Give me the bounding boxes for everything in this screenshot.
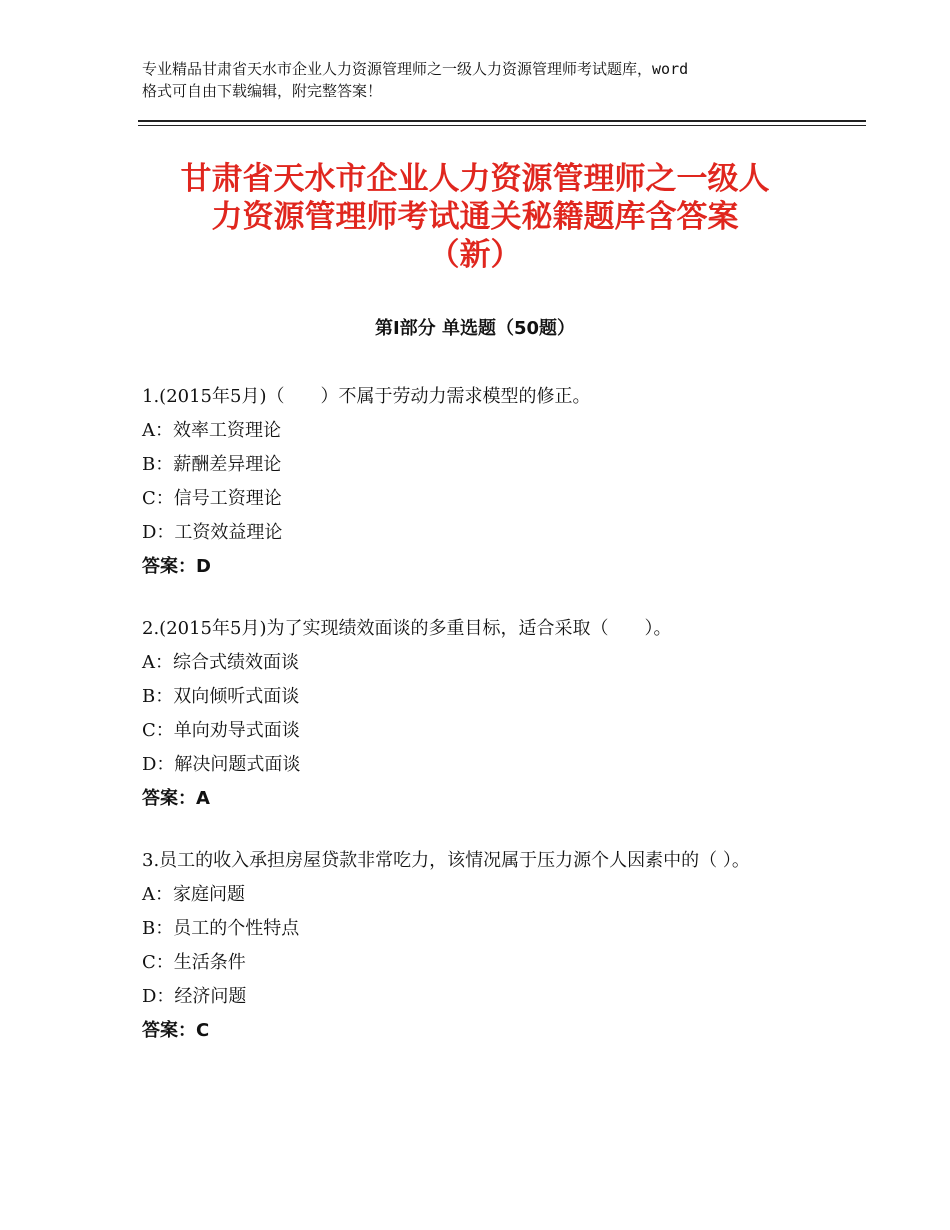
- option-d: D：解决问题式面谈: [142, 754, 301, 775]
- question-3: [142, 844, 842, 1048]
- option-d: D：经济问题: [142, 986, 247, 1007]
- question-1: [142, 380, 842, 584]
- answer-label: 答案：C: [142, 1020, 210, 1041]
- question-stem: 1.(2015年5月)（ ）不属于劳动力需求模型的修正。: [142, 386, 591, 407]
- option-a: A：效率工资理论: [142, 420, 281, 441]
- answer-label: 答案：A: [142, 788, 210, 809]
- option-b: B：薪酬差异理论: [142, 454, 282, 475]
- option-c: C：生活条件: [142, 952, 246, 973]
- header-note-line-1: 专业精品甘肃省天水市企业人力资源管理师之一级人力资源管理师考试题库，word: [142, 60, 689, 78]
- document-title-line-3: （新）: [428, 237, 522, 273]
- question-stem: 2.(2015年5月)为了实现绩效面谈的多重目标，适合采取（ ）。: [142, 618, 672, 639]
- option-c: C：信号工资理论: [142, 488, 282, 509]
- header-note-line-2: 格式可自由下载编辑，附完整答案！: [142, 82, 383, 100]
- option-b: B：双向倾听式面谈: [142, 686, 300, 707]
- document-title: [100, 160, 850, 274]
- document-title-line-1: 甘肃省天水市企业人力资源管理师之一级人: [180, 161, 770, 197]
- section-heading: 第Ⅰ部分 单选题（50题）: [374, 318, 575, 339]
- document-title-line-2: 力资源管理师考试通关秘籍题库含答案: [211, 199, 739, 235]
- option-d: D：工资效益理论: [142, 522, 283, 543]
- question-2: [142, 612, 842, 816]
- option-a: A：家庭问题: [142, 884, 245, 905]
- option-b: B：员工的个性特点: [142, 918, 300, 939]
- header-divider-thin: [138, 125, 866, 126]
- header-note: [142, 58, 832, 102]
- answer-label: 答案：D: [142, 556, 211, 577]
- header-divider-thick: [138, 120, 866, 122]
- question-stem: 3.员工的收入承担房屋贷款非常吃力，该情况属于压力源个人因素中的（ ）。: [142, 850, 750, 871]
- option-c: C：单向劝导式面谈: [142, 720, 300, 741]
- question-list: [142, 380, 842, 1076]
- option-a: A：综合式绩效面谈: [142, 652, 299, 673]
